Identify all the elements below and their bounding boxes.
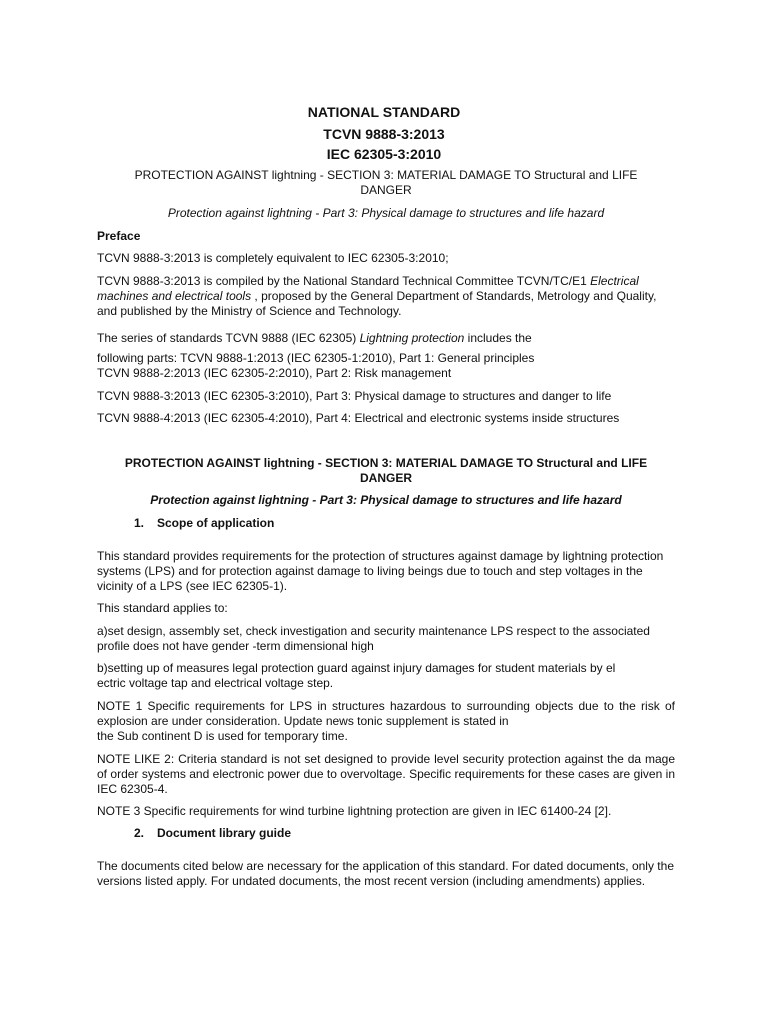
- preface-parts-line-1: following parts: TCVN 9888-1:2013 (IEC 62305-1:2010), Part 1: General principles: [97, 351, 535, 365]
- preface-paragraph-1: TCVN 9888-3:2013 is completely equivalent to IEC 62305-3:2010;: [97, 251, 449, 265]
- note-2: NOTE LIKE 2: Criteria standard is not set designed to provide level security protection against the da mage of order systems and electronic power due to overvoltage. Specific requirements for these cases are given in IEC 62305-4.: [97, 752, 675, 796]
- english-title: Protection against lightning - Part 3: Physical damage to structures and life hazard: [167, 206, 605, 220]
- preface-parts-line-3: TCVN 9888-3:2013 (IEC 62305-3:2010), Part 3: Physical damage to structures and danger to life: [97, 389, 612, 403]
- standard-code-iec: IEC 62305-3:2010: [326, 146, 442, 162]
- note-1-continued: the Sub continent D is used for temporary time.: [97, 729, 348, 743]
- preface-heading: Preface: [97, 229, 141, 243]
- standard-code-tcvn: TCVN 9888-3:2013: [323, 126, 445, 142]
- scope-paragraph-2: This standard applies to:: [97, 601, 228, 615]
- preface-paragraph-3: The series of standards TCVN 9888 (IEC 62305) Lightning protection includes the: [97, 331, 532, 345]
- section-english-title: Protection against lightning - Part 3: Physical damage to structures and life hazard: [150, 493, 622, 507]
- preface-paragraph-2: TCVN 9888-3:2013 is compiled by the National Standard Technical Committee TCVN/TC/E1 Electrical machines and electrical tools , proposed by the General Department of Standards, Metrology and Quality, and published by the Ministry of Science and Technology.: [97, 274, 657, 318]
- document-subtitle: PROTECTION AGAINST lightning - SECTION 3: MATERIAL DAMAGE TO Structural and LIFE DANGER: [134, 168, 638, 197]
- references-paragraph: The documents cited below are necessary for the application of this standard. For dated documents, only the versions listed apply. For undated documents, the most recent version (including amendments) applies.: [97, 859, 674, 888]
- scope-item-b: b)setting up of measures legal protection guard against injury damages for student materials by el ectric voltage tap and electrical voltage step.: [97, 661, 616, 690]
- section-title: PROTECTION AGAINST lightning - SECTION 3: MATERIAL DAMAGE TO Structural and LIFE DANGER: [124, 456, 648, 485]
- preface-parts-line-4: TCVN 9888-4:2013 (IEC 62305-4:2010), Part 4: Electrical and electronic systems inside structures: [97, 411, 620, 425]
- preface-parts-line-2: TCVN 9888-2:2013 (IEC 62305-2:2010), Part 2: Risk management: [97, 366, 452, 380]
- note-1: NOTE 1 Specific requirements for LPS in structures hazardous to surrounding objects due to the risk of explosion are under consideration. Update news tonic supplement is stated in: [97, 699, 675, 728]
- scope-item-a: a)set design, assembly set, check investigation and security maintenance LPS respect to the associated profile does not have gender -term dimensional high: [97, 624, 650, 653]
- section-heading-scope: 1. Scope of application: [134, 516, 275, 530]
- section-heading-references: 2. Document library guide: [134, 826, 292, 840]
- document-title: NATIONAL STANDARD: [307, 104, 461, 120]
- note-3: NOTE 3 Specific requirements for wind turbine lightning protection are given in IEC 61400-24 [2].: [97, 804, 612, 818]
- scope-paragraph-1: This standard provides requirements for the protection of structures against damage by lightning protection systems (LPS) and for protection against damage to living beings due to touch and step voltages in the vicinity of a LPS (see IEC 62305-1).: [97, 549, 664, 593]
